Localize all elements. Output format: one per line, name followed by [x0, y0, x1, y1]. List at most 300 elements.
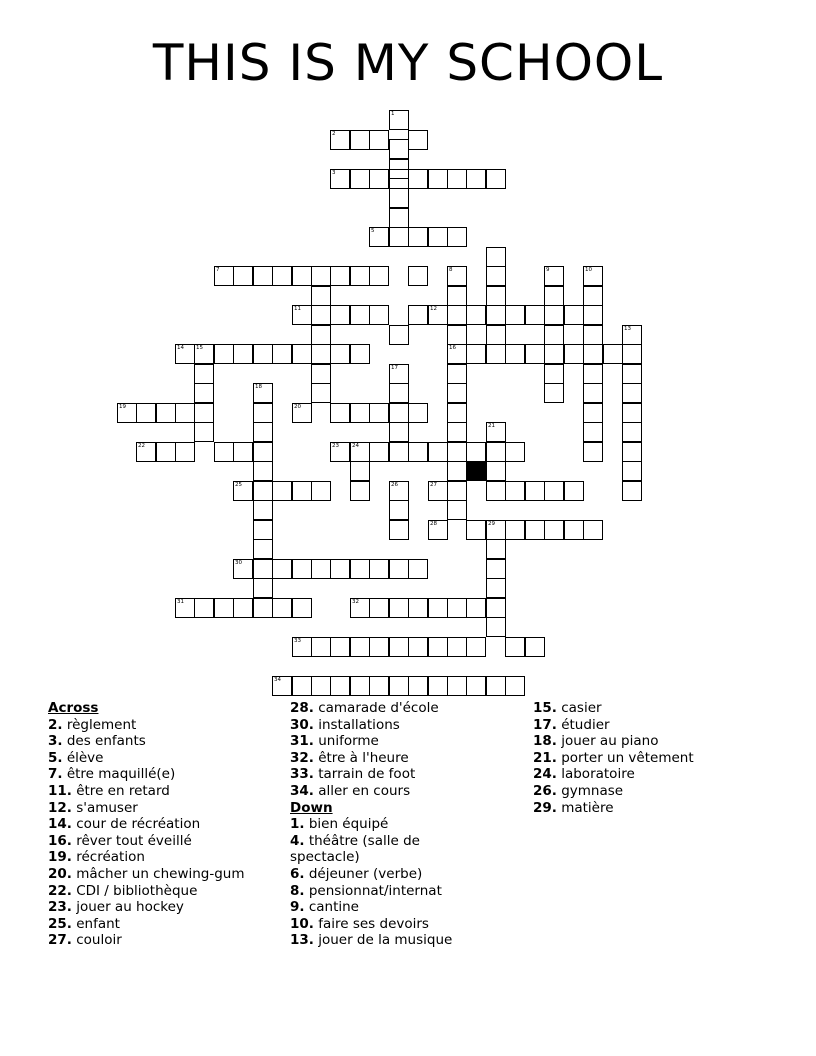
clue-item: [290, 750, 475, 767]
grid-cell[interactable]: [525, 637, 545, 657]
clue-item-number: 4.: [290, 832, 305, 849]
grid-cell[interactable]: [505, 481, 525, 501]
clue-item-text: jouer de la musique: [313, 932, 453, 949]
grid-cell[interactable]: [466, 637, 486, 657]
grid-cell[interactable]: [505, 637, 525, 657]
grid-cell[interactable]: [330, 676, 350, 696]
grid-cell[interactable]: [583, 344, 603, 364]
grid-cell[interactable]: [622, 344, 642, 364]
grid-cell[interactable]: [486, 461, 506, 481]
grid-cell[interactable]: [486, 539, 506, 559]
grid-cell[interactable]: [466, 169, 486, 189]
page-title: THIS IS MY SCHOOL: [152, 34, 664, 92]
grid-cell[interactable]: [466, 305, 486, 325]
grid-cell[interactable]: [466, 344, 486, 364]
clue-number: 17: [391, 365, 398, 371]
grid-cell[interactable]: [408, 637, 428, 657]
grid-cell[interactable]: [369, 266, 389, 286]
clue-number: 20: [294, 404, 301, 410]
grid-cell[interactable]: [486, 286, 506, 306]
grid-cell[interactable]: [292, 559, 312, 579]
grid-cell[interactable]: [272, 676, 292, 696]
grid-cell[interactable]: [272, 481, 292, 501]
clue-number: 1: [391, 111, 395, 117]
grid-cell[interactable]: [622, 461, 642, 481]
grid-cell[interactable]: [486, 169, 506, 189]
grid-cell[interactable]: [330, 305, 350, 325]
grid-cell[interactable]: [486, 422, 506, 442]
clue-item-number: 5.: [48, 749, 63, 766]
grid-cell[interactable]: [233, 598, 253, 618]
grid-cell[interactable]: [525, 520, 545, 540]
grid-cell[interactable]: [389, 559, 409, 579]
grid-cell[interactable]: [428, 676, 448, 696]
grid-cell[interactable]: [156, 442, 176, 462]
clue-item: [48, 849, 283, 866]
clue-number: 19: [119, 404, 126, 410]
grid-cell[interactable]: [311, 305, 331, 325]
grid-cell[interactable]: [486, 676, 506, 696]
grid-cell[interactable]: [350, 637, 370, 657]
clue-item-number: 2.: [48, 716, 63, 733]
grid-cell[interactable]: [330, 266, 350, 286]
grid-cell[interactable]: [583, 422, 603, 442]
grid-cell[interactable]: [253, 559, 273, 579]
grid-cell[interactable]: [408, 676, 428, 696]
clue-item-number: 6.: [290, 865, 305, 882]
grid-cell[interactable]: [447, 344, 467, 364]
grid-cell[interactable]: [428, 637, 448, 657]
grid-cell[interactable]: [369, 637, 389, 657]
clue-item-text: CDI / bibliothèque: [71, 882, 198, 899]
clue-item-text: cour de récréation: [71, 816, 201, 833]
grid-cell[interactable]: [117, 403, 137, 423]
grid-cell[interactable]: [253, 442, 273, 462]
grid-cell[interactable]: [622, 442, 642, 462]
grid-cell[interactable]: [175, 403, 195, 423]
clue-item: [48, 783, 283, 800]
grid-cell[interactable]: [447, 403, 467, 423]
grid-cell[interactable]: [466, 442, 486, 462]
clue-item-number: 24.: [533, 766, 557, 783]
clue-item: [533, 800, 763, 817]
clue-number: 31: [177, 599, 184, 605]
grid-cell[interactable]: [544, 520, 564, 540]
grid-cell[interactable]: [311, 266, 331, 286]
grid-cell[interactable]: [447, 422, 467, 442]
clue-item-text: matière: [556, 799, 614, 816]
grid-cell[interactable]: [350, 344, 370, 364]
clue-number: 14: [177, 345, 184, 351]
clue-item-number: 26.: [533, 782, 557, 799]
grid-cell[interactable]: [272, 559, 292, 579]
grid-cell[interactable]: [311, 481, 331, 501]
grid-cell[interactable]: [369, 305, 389, 325]
grid-cell[interactable]: [175, 442, 195, 462]
grid-cell[interactable]: [486, 266, 506, 286]
clue-item-number: 32.: [290, 749, 314, 766]
grid-cell[interactable]: [447, 266, 467, 286]
clue-item-number: 17.: [533, 716, 557, 733]
grid-cell[interactable]: [214, 266, 234, 286]
grid-cell[interactable]: [214, 598, 234, 618]
grid-cell[interactable]: [544, 325, 564, 345]
clue-item-number: 15.: [533, 700, 557, 716]
grid-cell[interactable]: [622, 422, 642, 442]
grid-cell[interactable]: [428, 227, 448, 247]
grid-cell[interactable]: [583, 383, 603, 403]
grid-cell[interactable]: [447, 286, 467, 306]
clue-number: 5: [371, 228, 375, 234]
clue-item: [48, 932, 283, 949]
grid-cell[interactable]: [253, 266, 273, 286]
grid-cell[interactable]: [233, 559, 253, 579]
grid-cell[interactable]: [214, 442, 234, 462]
grid-cell[interactable]: [389, 598, 409, 618]
grid-cell[interactable]: [486, 247, 506, 267]
clue-item-text: mâcher un chewing-gum: [71, 865, 245, 882]
clue-item-number: 33.: [290, 766, 314, 783]
grid-cell[interactable]: [350, 481, 370, 501]
grid-cell[interactable]: [486, 617, 506, 637]
clue-item-text: cantine: [304, 899, 359, 916]
grid-cell[interactable]: [311, 286, 331, 306]
grid-cell[interactable]: [253, 520, 273, 540]
grid-cell[interactable]: [622, 383, 642, 403]
grid-cell[interactable]: [428, 520, 448, 540]
clues-column-3: [533, 700, 763, 816]
grid-cell[interactable]: [622, 364, 642, 384]
grid-cell[interactable]: [544, 266, 564, 286]
grid-cell[interactable]: [428, 598, 448, 618]
grid-cell[interactable]: [369, 169, 389, 189]
grid-cell[interactable]: [583, 325, 603, 345]
grid-cell[interactable]: [486, 344, 506, 364]
grid-cell[interactable]: [311, 344, 331, 364]
clue-item-number: 16.: [48, 832, 72, 849]
grid-cell[interactable]: [233, 344, 253, 364]
clue-item: [48, 899, 283, 916]
grid-cell[interactable]: [156, 403, 176, 423]
grid-cell[interactable]: [486, 559, 506, 579]
grid-cell[interactable]: [272, 344, 292, 364]
clue-item-number: 3.: [48, 733, 63, 750]
grid-cell[interactable]: [272, 266, 292, 286]
clue-number: 8: [449, 267, 453, 273]
grid-cell[interactable]: [350, 598, 370, 618]
grid-cell[interactable]: [603, 344, 623, 364]
grid-cell[interactable]: [136, 442, 156, 462]
grid-cell[interactable]: [505, 305, 525, 325]
clue-item-text: aller en cours: [313, 782, 411, 799]
grid-cell[interactable]: [233, 266, 253, 286]
grid-cell[interactable]: [369, 227, 389, 247]
grid-cell[interactable]: [253, 344, 273, 364]
grid-cell[interactable]: [583, 364, 603, 384]
grid-cell[interactable]: [175, 344, 195, 364]
clue-item: [290, 717, 475, 734]
grid-cell[interactable]: [389, 227, 409, 247]
grid-cell[interactable]: [233, 481, 253, 501]
grid-cell[interactable]: [311, 676, 331, 696]
grid-cell[interactable]: [194, 403, 214, 423]
grid-cell[interactable]: [292, 305, 312, 325]
clue-item-text: des enfants: [62, 733, 146, 750]
grid-cell[interactable]: [369, 130, 389, 150]
clue-item: [290, 766, 475, 783]
grid-cell[interactable]: [486, 305, 506, 325]
clue-item: [533, 783, 763, 800]
grid-cell[interactable]: [292, 403, 312, 423]
clue-item: [533, 733, 763, 750]
grid-cell[interactable]: [253, 539, 273, 559]
clue-item-number: 19.: [48, 849, 72, 866]
grid-cell[interactable]: [428, 305, 448, 325]
grid-cell[interactable]: [350, 169, 370, 189]
clue-item-text: faire ses devoirs: [313, 915, 429, 932]
grid-cell[interactable]: [525, 305, 545, 325]
grid-cell[interactable]: [447, 598, 467, 618]
grid-cell[interactable]: [447, 383, 467, 403]
grid-cell[interactable]: [408, 305, 428, 325]
grid-cell[interactable]: [369, 442, 389, 462]
grid-cell[interactable]: [447, 227, 467, 247]
grid-cell[interactable]: [389, 364, 409, 384]
grid-cell[interactable]: [350, 461, 370, 481]
clue-item: [48, 766, 283, 783]
grid-cell[interactable]: [292, 344, 312, 364]
grid-cell[interactable]: [330, 559, 350, 579]
grid-cell[interactable]: [408, 598, 428, 618]
clue-item-text: casier: [556, 700, 602, 716]
grid-cell[interactable]: [447, 442, 467, 462]
grid-cell[interactable]: [350, 559, 370, 579]
grid-cell[interactable]: [194, 364, 214, 384]
grid-cell[interactable]: [389, 422, 409, 442]
clue-number: 24: [352, 443, 359, 449]
clue-item-number: 31.: [290, 733, 314, 750]
grid-cell[interactable]: [466, 676, 486, 696]
clue-item: [48, 717, 283, 734]
grid-cell[interactable]: [253, 578, 273, 598]
clue-item-number: 18.: [533, 733, 557, 750]
clue-number: 10: [585, 267, 592, 273]
grid-cell[interactable]: [447, 461, 467, 481]
grid-cell[interactable]: [622, 481, 642, 501]
grid-cell[interactable]: [330, 169, 350, 189]
clue-item-text: uniforme: [313, 733, 379, 750]
grid-cell[interactable]: [408, 227, 428, 247]
grid-cell[interactable]: [486, 520, 506, 540]
grid-cell[interactable]: [505, 676, 525, 696]
grid-cell[interactable]: [583, 442, 603, 462]
grid-cell[interactable]: [583, 520, 603, 540]
grid-cell[interactable]: [311, 383, 331, 403]
grid-cell[interactable]: [330, 403, 350, 423]
grid-cell[interactable]: [233, 442, 253, 462]
clue-number: 7: [216, 267, 220, 273]
grid-cell[interactable]: [544, 286, 564, 306]
clue-item-text: être maquillé(e): [62, 766, 176, 783]
grid-cell[interactable]: [350, 442, 370, 462]
clue-item-text: tarrain de foot: [313, 766, 416, 783]
grid-cell[interactable]: [583, 286, 603, 306]
grid-cell[interactable]: [253, 598, 273, 618]
grid-cell[interactable]: [292, 481, 312, 501]
clue-number: 15: [196, 345, 203, 351]
grid-cell[interactable]: [389, 520, 409, 540]
clue-item-text: être en retard: [71, 782, 170, 799]
grid-cell[interactable]: [253, 383, 273, 403]
grid-cell[interactable]: [447, 364, 467, 384]
grid-cell[interactable]: [350, 403, 370, 423]
clue-item: [533, 766, 763, 783]
grid-cell[interactable]: [505, 520, 525, 540]
grid-cell[interactable]: [428, 442, 448, 462]
grid-cell[interactable]: [505, 344, 525, 364]
grid-cell[interactable]: [389, 442, 409, 462]
grid-cell[interactable]: [583, 403, 603, 423]
grid-cell[interactable]: [466, 598, 486, 618]
clue-item: [48, 733, 283, 750]
grid-cell[interactable]: [389, 481, 409, 501]
grid-cell[interactable]: [428, 481, 448, 501]
grid-cell[interactable]: [194, 598, 214, 618]
grid-cell[interactable]: [447, 500, 467, 520]
grid-cell[interactable]: [486, 325, 506, 345]
grid-cell[interactable]: [330, 637, 350, 657]
clue-number: 33: [294, 638, 301, 644]
grid-cell[interactable]: [311, 364, 331, 384]
grid-cell[interactable]: [350, 676, 370, 696]
grid-cell[interactable]: [350, 305, 370, 325]
grid-cell[interactable]: [389, 500, 409, 520]
grid-cell[interactable]: [466, 520, 486, 540]
grid-cell[interactable]: [369, 598, 389, 618]
grid-cell[interactable]: [544, 305, 564, 325]
grid-cell[interactable]: [330, 344, 350, 364]
grid-cell[interactable]: [330, 130, 350, 150]
clue-item: [48, 800, 283, 817]
grid-cell[interactable]: [544, 481, 564, 501]
grid-cell[interactable]: [486, 442, 506, 462]
grid-cell[interactable]: [525, 481, 545, 501]
grid-cell[interactable]: [253, 500, 273, 520]
grid-cell[interactable]: [311, 559, 331, 579]
grid-cell[interactable]: [369, 676, 389, 696]
grid-cell[interactable]: [136, 403, 156, 423]
grid-cell[interactable]: [486, 598, 506, 618]
grid-cell[interactable]: [389, 676, 409, 696]
grid-cell[interactable]: [505, 442, 525, 462]
grid-cell[interactable]: [311, 325, 331, 345]
grid-cell[interactable]: [389, 110, 409, 130]
clue-item-number: 14.: [48, 816, 72, 833]
grid-cell[interactable]: [408, 169, 428, 189]
clue-item: [48, 916, 283, 933]
clue-item-text: étudier: [556, 716, 610, 733]
grid-cell[interactable]: [330, 442, 350, 462]
grid-cell[interactable]: [253, 403, 273, 423]
grid-cell[interactable]: [428, 169, 448, 189]
grid-cell[interactable]: [253, 461, 273, 481]
grid-cell[interactable]: [564, 481, 584, 501]
grid-cell[interactable]: [272, 598, 292, 618]
grid-cell[interactable]: [292, 598, 312, 618]
grid-cell[interactable]: [447, 481, 467, 501]
clue-item-number: 27.: [48, 932, 72, 949]
grid-cell[interactable]: [214, 344, 234, 364]
grid-cell[interactable]: [564, 520, 584, 540]
grid-cell[interactable]: [408, 266, 428, 286]
grid-cell[interactable]: [194, 344, 214, 364]
grid-cell[interactable]: [389, 383, 409, 403]
grid-cell[interactable]: [389, 403, 409, 423]
grid-cell[interactable]: [389, 325, 409, 345]
grid-cell[interactable]: [369, 559, 389, 579]
clue-item-text: rêver tout éveillé: [71, 832, 192, 849]
grid-cell[interactable]: [389, 139, 409, 159]
grid-cell[interactable]: [622, 325, 642, 345]
grid-cell[interactable]: [447, 305, 467, 325]
grid-cell[interactable]: [389, 208, 409, 228]
clue-number: 2: [332, 131, 336, 137]
grid-cell[interactable]: [194, 422, 214, 442]
grid-cell[interactable]: [292, 637, 312, 657]
grid-cell[interactable]: [583, 305, 603, 325]
grid-cell[interactable]: [544, 364, 564, 384]
grid-cell[interactable]: [408, 130, 428, 150]
grid-cell[interactable]: [389, 637, 409, 657]
grid-cell[interactable]: [175, 598, 195, 618]
grid-cell[interactable]: [583, 266, 603, 286]
clue-number: 23: [332, 443, 339, 449]
grid-cell[interactable]: [544, 344, 564, 364]
grid-cell[interactable]: [369, 403, 389, 423]
grid-cell[interactable]: [564, 344, 584, 364]
clue-item: [290, 866, 475, 883]
grid-cell[interactable]: [486, 578, 506, 598]
grid-cell[interactable]: [408, 559, 428, 579]
grid-cell[interactable]: [622, 403, 642, 423]
grid-cell[interactable]: [408, 442, 428, 462]
clue-item-text: pensionnat/internat: [304, 882, 442, 899]
grid-cell[interactable]: [253, 481, 273, 501]
clue-item-number: 12.: [48, 799, 72, 816]
grid-cell[interactable]: [486, 481, 506, 501]
grid-cell[interactable]: [564, 305, 584, 325]
grid-cell[interactable]: [194, 383, 214, 403]
grid-cell[interactable]: [544, 383, 564, 403]
grid-cell[interactable]: [311, 637, 331, 657]
grid-cell[interactable]: [447, 637, 467, 657]
grid-cell[interactable]: [525, 344, 545, 364]
clue-item: [290, 833, 475, 866]
grid-cell[interactable]: [350, 266, 370, 286]
grid-cell[interactable]: [447, 169, 467, 189]
grid-cell[interactable]: [389, 188, 409, 208]
grid-cell[interactable]: [292, 676, 312, 696]
grid-cell[interactable]: [350, 130, 370, 150]
grid-cell[interactable]: [292, 266, 312, 286]
grid-cell[interactable]: [253, 422, 273, 442]
clue-item: [290, 733, 475, 750]
clue-item: [48, 866, 283, 883]
grid-cell[interactable]: [447, 676, 467, 696]
grid-cell[interactable]: [408, 403, 428, 423]
clue-item-text: théâtre (salle de spectacle): [290, 832, 420, 866]
grid-cell[interactable]: [447, 325, 467, 345]
